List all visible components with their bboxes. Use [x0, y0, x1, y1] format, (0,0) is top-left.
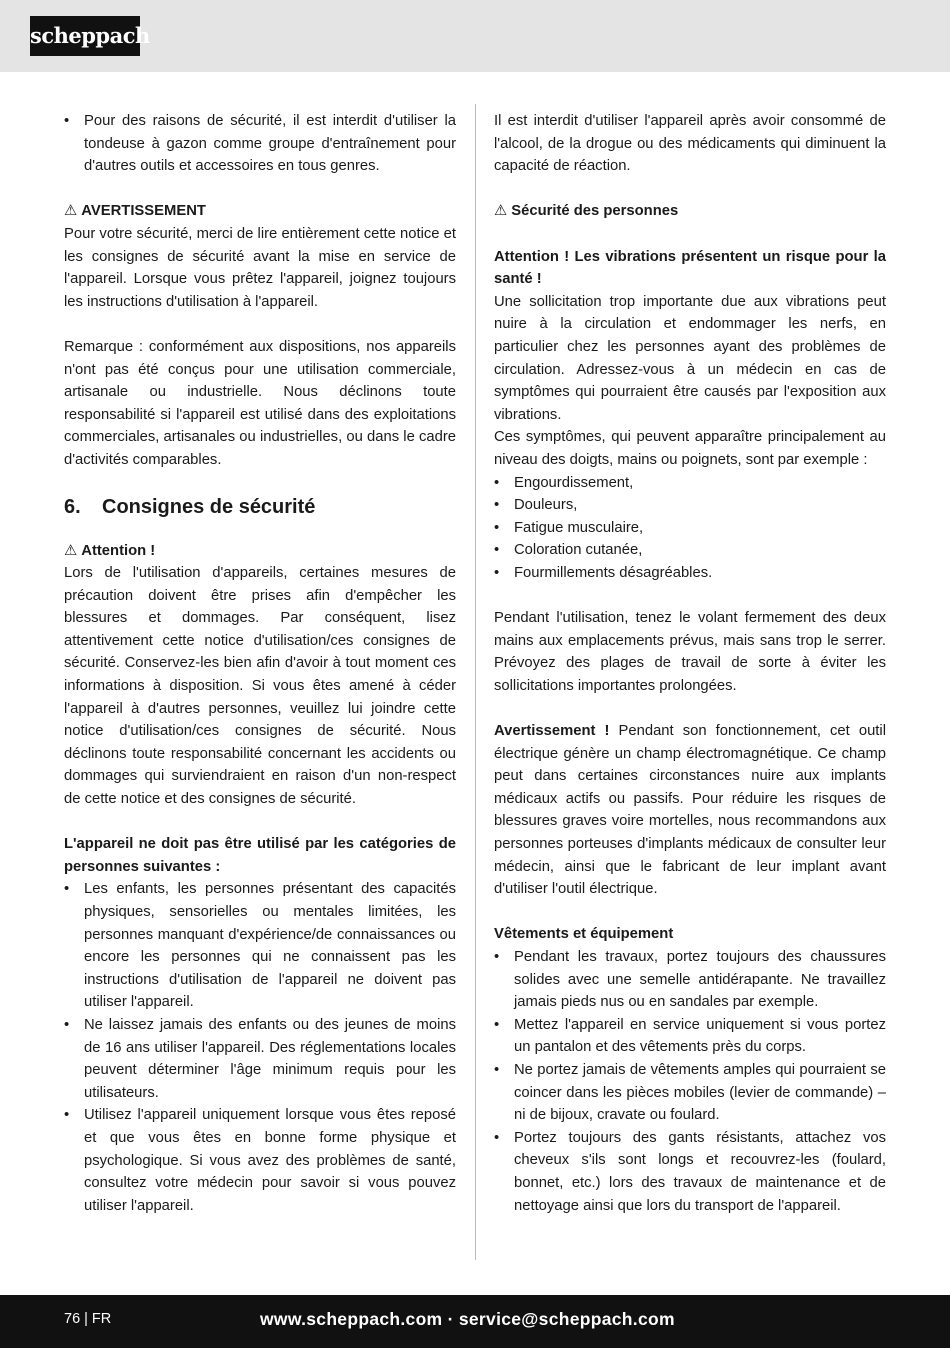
list-item: • Pendant les travaux, portez toujours des chaussures solides avec une semelle antidérapante. Ne travaillez jamais pieds nus ou en sandales par exemple.: [494, 946, 886, 1014]
page-number: 76: [64, 1311, 81, 1327]
attention-text: Lors de l'utilisation d'appareils, certaines mesures de précaution doivent être prises afin d'empêcher les blessures et dommages. Par conséquent, lisez attentivement cette notice d'utilisation/ces consignes de sécurité. Conservez-les bien afin d'avoir à tout moment ces informations à disposition. Si vous êtes amené à céder l'appareil à d'autres personnes, veuillez lui joindre cette notice d'utilisation/ces consignes de sécurité. Nous déclinons toute responsabilité concernant les accidents ou dommages qui surviendraient en raison d'un non-respect de cette notice et des consignes de sécurité.: [64, 565, 456, 808]
vibration-heading: Attention ! Les vibrations présentent un risque pour la santé !: [494, 248, 886, 288]
list-item: • Douleurs,: [494, 494, 886, 517]
column-divider: [475, 104, 476, 1260]
list-item: • Coloration cutanée,: [494, 539, 886, 562]
clothing-list: [494, 946, 886, 1217]
intro-list: [64, 110, 456, 178]
warning-text: Pour votre sécurité, merci de lire entièrement cette notice et les consignes de sécurité avant la mise en service de l'appareil. Lorsque vous prêtez l'appareil, joignez toujours les instructions d'utilisation à l'appareil.: [64, 225, 456, 310]
footer-links[interactable]: www.scheppach.com · service@scheppach.com: [260, 1309, 675, 1329]
warning-title: AVERTISSEMENT: [81, 203, 206, 220]
section-title: Consignes de sécurité: [102, 495, 316, 518]
remark-text: Remarque : conformément aux dispositions, nos appareils n'ont pas été conçus pour une utilisation commerciale, artisanale ou industrielle. Nous déclinons toute responsabilité si l'appareil est utilisé dans des exploitations commerciales, artisanales ou industrielles, ou dans le cadre d'activités comparables.: [64, 338, 456, 468]
warning-triangle-icon: ⚠: [64, 542, 78, 559]
language-code: FR: [91, 1311, 112, 1327]
categories-list: [64, 878, 456, 1217]
categories-heading: L'appareil ne doit pas être utilisé par les catégories de personnes suivantes :: [64, 836, 456, 875]
list-item: • Mettez l'appareil en service uniquement si vous portez un pantalon et des vêtements près du corps.: [494, 1014, 886, 1059]
symptoms-list: [494, 472, 886, 585]
attention-title: Attention !: [81, 542, 156, 559]
list-item: • Pour des raisons de sécurité, il est interdit d'utiliser la tondeuse à gazon comme groupe d'entraînement pour d'autres outils et accessoires en tous genres.: [64, 110, 456, 178]
scheppach-logo: scheppach: [30, 16, 140, 56]
warning-triangle-icon: ⚠: [64, 203, 78, 220]
right-column: [494, 110, 886, 1217]
section-heading: [64, 492, 456, 522]
list-item: • Utilisez l'appareil uniquement lorsque vous êtes reposé et que vous êtes en bonne forme physique et psychologique. Si vous avez des problèmes de santé, consultez votre médecin pour savoir si vous pouvez utiliser l'appareil.: [64, 1104, 456, 1217]
separator: |: [84, 1311, 88, 1327]
warning-heading: [64, 200, 456, 223]
symptoms-intro: Ces symptômes, qui peuvent apparaître principalement au niveau des doigts, mains ou poignets, sont par exemple :: [494, 429, 886, 468]
persons-heading: [494, 200, 886, 223]
alcohol-text: Il est interdit d'utiliser l'appareil après avoir consommé de l'alcool, de la drogue ou des médicaments qui diminuent la capacité de réaction.: [494, 113, 886, 175]
list-item: • Fourmillements désagréables.: [494, 562, 886, 585]
page-header: [0, 0, 950, 72]
list-item: • Portez toujours des gants résistants, attachez vos cheveux s'ils sont longs et recouvrez-les (foulard, bonnet, etc.) lors des travaux de maintenance et de nettoyage ainsi que lors du transport de l'appareil.: [494, 1127, 886, 1217]
attention-heading: [64, 540, 456, 563]
em-warning-text: Pendant son fonctionnement, cet outil électrique génère un champ électromagnétique. Ce champ peut dans certaines circonstances nuire aux implants médicaux actifs ou passifs. Pour réduire les risques de blessures graves voire mortelles, nous recommandons aux personnes porteuses d'implants médicaux de consulter leur médecin, ainsi que le fabricant de leur implant avant d'utiliser l'outil électrique.: [494, 723, 886, 898]
list-item: • Engourdissement,: [494, 472, 886, 495]
list-item: • Ne portez jamais de vêtements amples qui pourraient se coincer dans les pièces mobiles (levier de commande) – ni de bijoux, cravate ou foulard.: [494, 1059, 886, 1127]
left-column: [64, 110, 456, 1217]
section-number: 6.: [64, 495, 81, 518]
page-footer: [0, 1295, 950, 1348]
persons-title: Sécurité des personnes: [511, 203, 679, 220]
em-warning-label: Avertissement !: [494, 723, 610, 740]
clothing-heading: Vêtements et équipement: [494, 926, 674, 943]
warning-triangle-icon: ⚠: [494, 203, 508, 220]
list-item: • Fatigue musculaire,: [494, 517, 886, 540]
page-indicator: [64, 1295, 111, 1343]
em-warning: [494, 720, 886, 901]
list-item: • Ne laissez jamais des enfants ou des jeunes de moins de 16 ans utiliser l'appareil. Des réglementations locales peuvent déterminer l'âge minimum requis pour les utilisateurs.: [64, 1014, 456, 1104]
vibration-text: Une sollicitation trop importante due aux vibrations peut nuire à la circulation et endommager les nerfs, en particulier chez les personnes ayant des problèmes de circulation. Adressez-vous à un médecin en cas de symptômes qui pourraient être causés par l'exposition aux vibrations.: [494, 293, 886, 423]
list-item: • Les enfants, les personnes présentant des capacités physiques, sensorielles ou mentales limitées, les personnes manquant d'expérience/de connaissances ou encore les personnes qui ne connaissent pas les instructions d'utilisation de l'appareil ne doivent pas utiliser l'appareil.: [64, 878, 456, 1014]
handling-text: Pendant l'utilisation, tenez le volant fermement des deux mains aux emplacements prévus, mais sans trop le serrer. Prévoyez des plages de travail de sorte à éviter les sollicitations importantes prolongées.: [494, 610, 886, 694]
